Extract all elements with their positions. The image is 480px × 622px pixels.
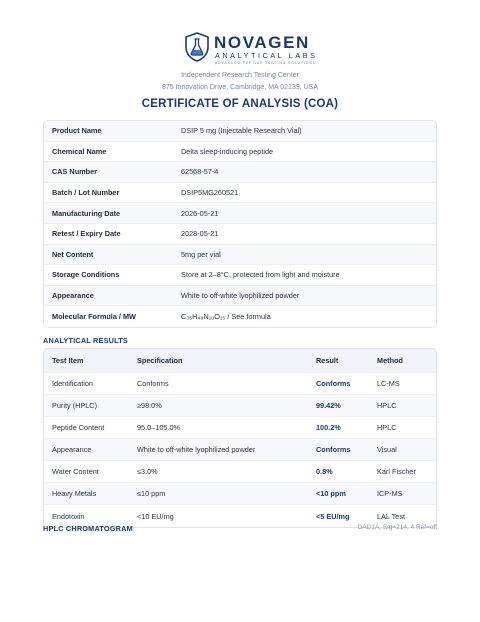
table-row bbox=[44, 483, 436, 505]
info-row bbox=[44, 245, 436, 266]
result: Conforms bbox=[316, 445, 351, 454]
specification: ≥98.0% bbox=[137, 401, 162, 410]
specification: Conforms bbox=[137, 379, 169, 388]
result: 0.8% bbox=[316, 467, 333, 476]
method: Karl Fischer bbox=[377, 467, 416, 476]
table-row bbox=[44, 461, 436, 483]
table-row bbox=[44, 395, 436, 417]
result: <10 ppm bbox=[316, 489, 346, 498]
info-label: Appearance bbox=[52, 291, 94, 301]
specification: <10 EU/mg bbox=[137, 511, 174, 521]
method: HPLC bbox=[377, 401, 397, 410]
info-row bbox=[44, 265, 436, 286]
info-label: Manufacturing Date bbox=[52, 208, 121, 218]
info-value: 5mg per vial bbox=[181, 249, 221, 259]
method: HPLC bbox=[377, 423, 397, 432]
result: <5 EU/mg bbox=[316, 511, 350, 521]
info-label: Net Content bbox=[52, 249, 94, 259]
info-row bbox=[44, 203, 436, 224]
hplc-chromatogram-heading: HPLC CHROMATOGRAM bbox=[43, 524, 133, 533]
info-label: Product Name bbox=[52, 126, 102, 136]
result: 100.2% bbox=[316, 423, 341, 432]
info-row bbox=[44, 306, 436, 327]
method: LC-MS bbox=[377, 379, 400, 388]
info-row bbox=[44, 162, 436, 183]
method: LAL Test bbox=[377, 511, 405, 521]
info-label: Storage Conditions bbox=[52, 270, 120, 280]
info-value: C₃₅H₄₈N₁₀O₁₅ / See formula bbox=[181, 312, 271, 322]
info-value: Delta sleep-inducing peptide bbox=[181, 146, 274, 156]
info-value: Store at 2–8°C, protected from light and moisture bbox=[181, 270, 340, 280]
info-label: Batch / Lot Number bbox=[52, 188, 120, 198]
info-value: 2026-05-21 bbox=[181, 208, 219, 218]
test-item: Endotoxin bbox=[52, 511, 85, 521]
test-item: Identification bbox=[52, 379, 93, 388]
info-value: 2028-05-21 bbox=[181, 229, 219, 239]
table-row bbox=[44, 417, 436, 439]
column-header: Result bbox=[316, 356, 339, 365]
test-item: Heavy Metals bbox=[52, 489, 97, 498]
info-label: Chemical Name bbox=[52, 146, 107, 156]
result: Conforms bbox=[316, 379, 351, 388]
page-title: CERTIFICATE OF ANALYSIS (COA) bbox=[141, 98, 339, 110]
table-row bbox=[44, 439, 436, 461]
test-item: Purity (HPLC) bbox=[52, 401, 98, 410]
specification: ≤10 ppm bbox=[137, 489, 166, 498]
brand-name: NOVAGEN bbox=[214, 33, 310, 52]
info-value: White to off-white lyophilized powder bbox=[181, 291, 300, 301]
info-label: CAS Number bbox=[52, 167, 98, 177]
test-item: Water Content bbox=[52, 467, 99, 476]
result: 99.42% bbox=[316, 401, 341, 410]
info-row bbox=[44, 142, 436, 163]
test-item: Appearance bbox=[52, 445, 92, 454]
specification: ≤3.0% bbox=[137, 467, 158, 476]
lab-address: 875 Innovation Drive, Cambridge, MA 02139, USA bbox=[161, 84, 319, 91]
specification: White to off-white lyophilized powder bbox=[137, 445, 256, 454]
info-row bbox=[44, 286, 436, 307]
column-header: Test Item bbox=[52, 356, 84, 365]
hplc-detector-note: DAD1A, Sig=214, 4 Ref=off bbox=[357, 524, 437, 531]
info-row bbox=[44, 121, 436, 142]
table-row bbox=[44, 373, 436, 395]
table-header-row bbox=[44, 349, 436, 373]
info-row bbox=[44, 224, 436, 245]
info-label: Molecular Formula / MW bbox=[52, 312, 136, 322]
brand-logo bbox=[0, 30, 480, 74]
lab-name: Independent Research Testing Center bbox=[181, 72, 299, 79]
info-value: DSIP 5 mg (Injectable Research Vial) bbox=[181, 126, 302, 136]
column-header: Specification bbox=[137, 356, 183, 365]
analytical-results-table bbox=[43, 348, 437, 528]
info-value: 62568-57-4 bbox=[181, 167, 219, 177]
info-row bbox=[44, 183, 436, 204]
info-label: Retest / Expiry Date bbox=[52, 229, 121, 239]
method: Visual bbox=[377, 445, 397, 454]
flask-shield-icon bbox=[184, 32, 210, 62]
brand-tagline: ADVANCED PEPTIDE TESTING SOLUTIONS bbox=[215, 61, 316, 65]
brand-subtitle: ANALYTICAL LABS bbox=[215, 51, 318, 60]
info-value: DSIP5MG260521 bbox=[181, 188, 239, 198]
analytical-results-heading: ANALYTICAL RESULTS bbox=[43, 336, 128, 345]
method: ICP-MS bbox=[377, 489, 403, 498]
specification: 95.0–105.0% bbox=[137, 423, 181, 432]
test-item: Peptide Content bbox=[52, 423, 105, 432]
product-info-table bbox=[43, 120, 437, 328]
column-header: Method bbox=[377, 356, 403, 365]
